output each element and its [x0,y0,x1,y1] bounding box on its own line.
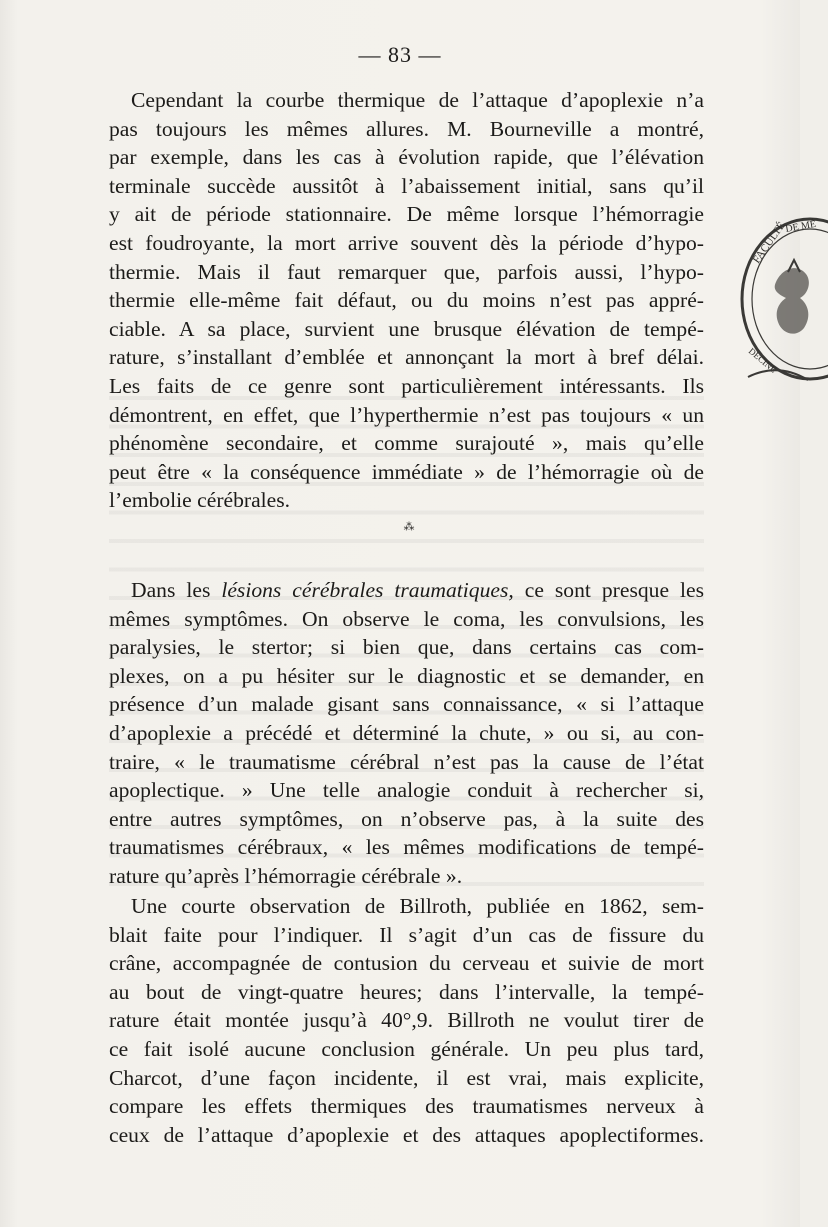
text-line: compare les effets thermiques des traumatismes nerveux à [109,1094,704,1119]
text-line: traumatismes cérébraux, « les mêmes modifications de tempé- [109,835,704,860]
text-line: pas toujours les mêmes allures. M. Bourneville a montré, [109,116,704,141]
text-line: crâne, accompagnée de contusion du cerveau et suivie de mort [109,951,704,976]
svg-text:FACULTÉ: FACULTÉ [750,219,788,266]
text-line: est foudroyante, la mort arrive souvent dès la période d’hypo- [109,230,704,255]
paragraph-1 [109,86,704,515]
text-line: au bout de vingt-quatre heures; dans l’intervalle, la tempé- [109,979,704,1004]
text-line: terminale succède aussitôt à l’abaissement initial, sans qu’il [109,173,704,198]
svg-text:DECINE: DECINE [746,345,779,375]
svg-text:DE MÉ: DE MÉ [784,218,817,235]
text-line: ciable. A sa place, survient une brusque élévation de tempé- [109,316,704,341]
text-line: par exemple, dans les cas à évolution rapide, que l’élévation [109,145,704,170]
text-line: blait faite pour l’indiquer. Il s’agit d’un cas de fissure du [109,922,704,947]
text-line: peut être « la conséquence immédiate » de l’hémorragie où de [109,459,704,484]
page-number: — 83 — [358,42,442,67]
italic-phrase: lésions cérébrales traumatiques, [221,578,514,602]
text-line: paralysies, le stertor; si bien que, dans certains cas com- [109,635,704,660]
text-line: apoplectique. » Une telle analogie conduit à rechercher si, [109,778,704,803]
section-separator-asterism: ⁂ [403,520,415,533]
library-stamp [728,212,828,387]
text-line: ce fait isolé aucune conclusion générale. Un peu plus tard, [109,1036,704,1061]
text-line: Les faits de ce genre sont particulièrement intéressants. Ils [109,373,704,398]
text-line: rature était montée jusqu’à 40°,9. Billroth ne voulut tirer de [109,1008,704,1033]
text-line: ceux de l’attaque d’apoplexie et des attaques apoplectiformes. [109,1122,704,1147]
stamp-seal-icon [728,212,828,387]
text-line: rature qu’après l’hémorragie cérébrale ». [109,863,463,888]
text-line: l’embolie cérébrales. [109,488,291,513]
text-line: y ait de période stationnaire. De même lorsque l’hémorragie [109,202,704,227]
text-line: démontrent, en effet, que l’hyperthermie n’est pas toujours « un [109,402,704,427]
text-line: présence d’un malade gisant sans connaissance, « si l’attaque [109,692,704,717]
text-line: Charcot, d’une façon incidente, il est vrai, mais explicite, [109,1065,704,1090]
text-line: d’apoplexie a précédé et déterminé la chute, » ou si, au con- [109,720,704,745]
paragraph-2 [109,576,704,891]
text-line: Une courte observation de Billroth, publiée en 1862, sem- [131,894,704,918]
text-segment: ce sont presque les [513,578,704,602]
text-line: entre autres symptômes, on n’observe pas, à la suite des [109,806,704,831]
text-line: rature, s’installant d’emblée et annonçant la mort à bref délai. [109,345,704,370]
text-line: phénomène secondaire, et comme surajouté », mais qu’elle [109,431,704,456]
text-line-with-italic [109,576,704,605]
text-line: Cependant la courbe thermique de l’attaque d’apoplexie n’a [131,88,704,112]
text-line: plexes, on a pu hésiter sur le diagnostic et se demander, en [109,663,704,688]
text-line: traire, « le traumatisme cérébral n’est pas la cause de l’état [109,749,704,774]
text-segment: Dans les [131,578,222,602]
text-line: mêmes symptômes. On observe le coma, les convulsions, les [109,606,704,631]
paragraph-3 [109,892,704,1149]
text-line: thermie elle-même fait défaut, ou du moins n’est pas appré- [109,288,704,313]
text-line: thermie. Mais il faut remarquer que, parfois aussi, l’hypo- [109,259,704,284]
